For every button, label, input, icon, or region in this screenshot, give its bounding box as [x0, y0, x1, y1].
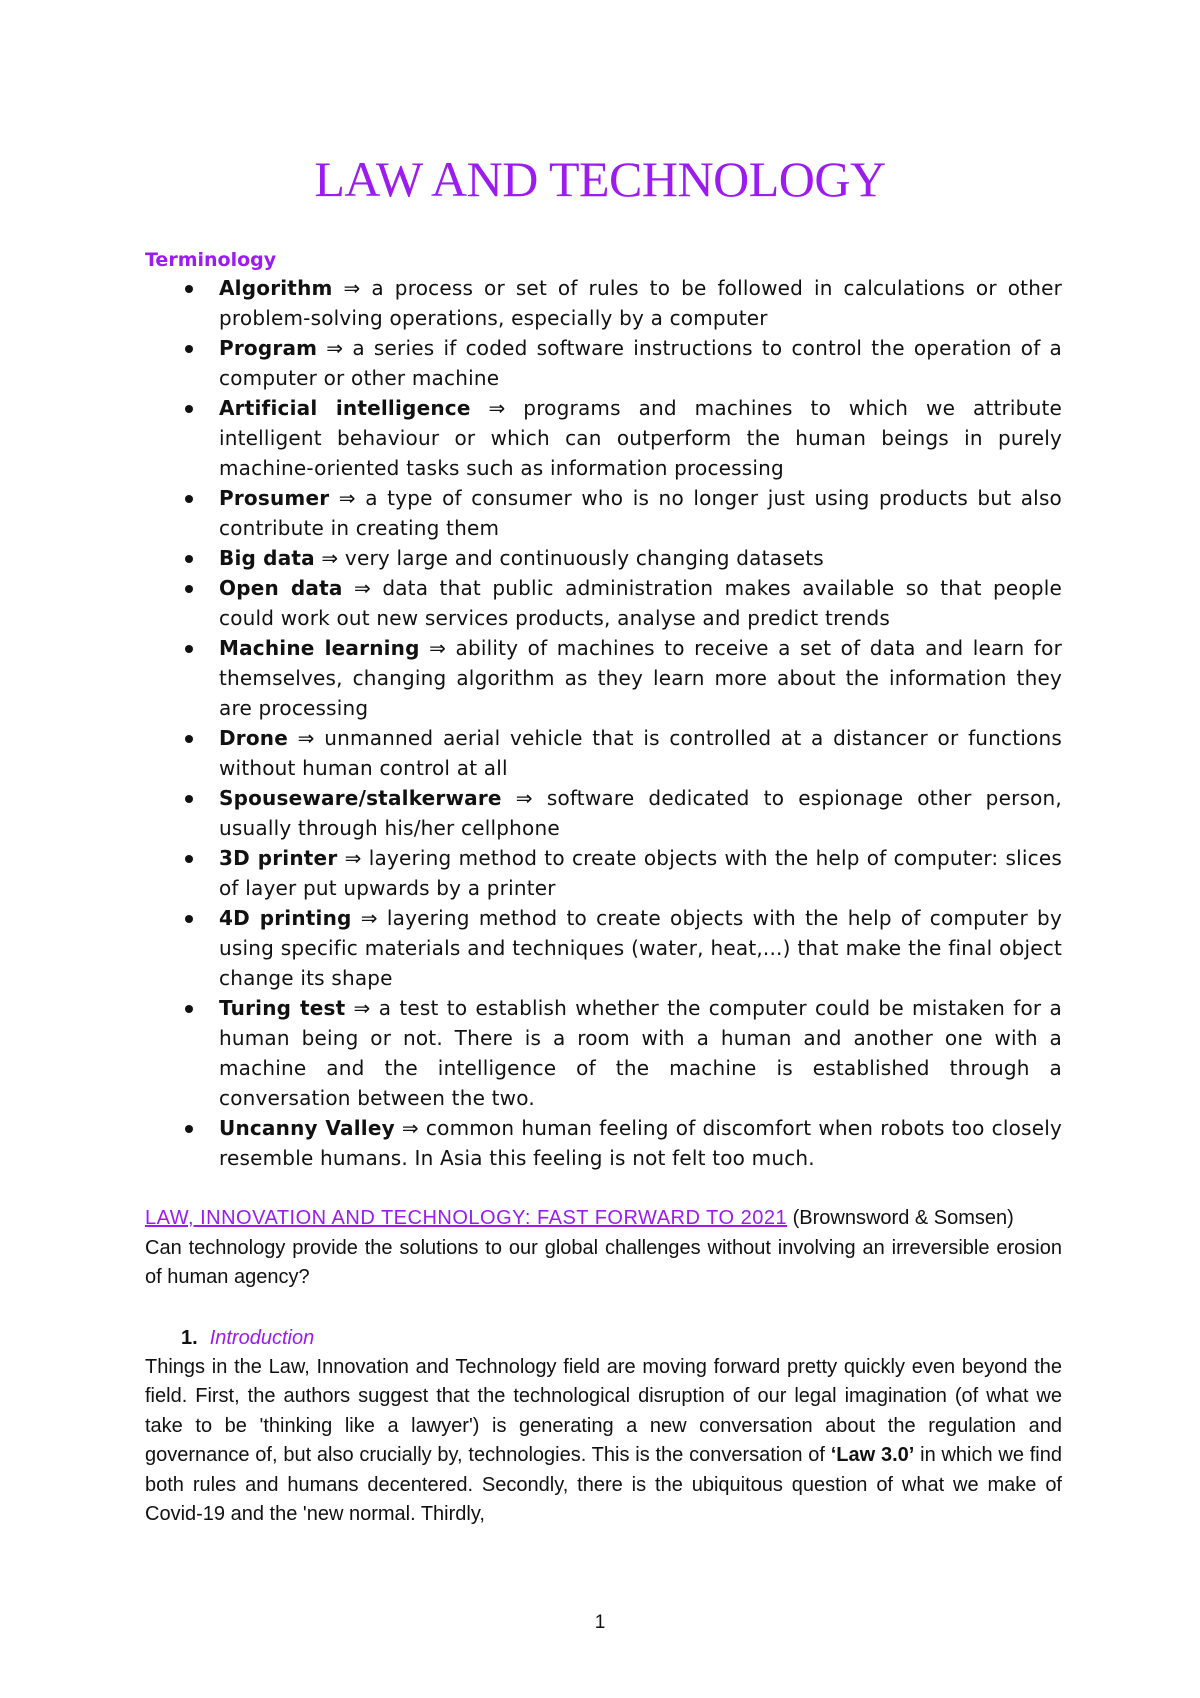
term-name: Prosumer — [219, 486, 330, 510]
bullet-icon — [185, 1005, 193, 1013]
term-name: Spouseware/stalkerware — [219, 786, 502, 810]
term-name: 3D printer — [219, 846, 338, 870]
section-number: 1. — [181, 1326, 198, 1349]
term-definition: ⇒ unmanned aerial vehicle that is controlled at a distancer or functions without human control at all — [219, 726, 1062, 780]
term-name: Open data — [219, 576, 343, 600]
term-item — [145, 783, 1062, 843]
article-authors: (Brownsword & Somsen) — [787, 1207, 1014, 1229]
term-item — [145, 573, 1062, 633]
paragraph-text-before: Things in the Law, Innovation and Technology field are moving forward pretty quickly even beyond the field. First, the authors suggest that the technological disruption of our legal imagination (of what we take to be 'thinking like a lawyer') is generating a new conversation about the regulation and governance of, but also crucially by, technologies. This is the conversation of — [145, 1355, 1062, 1466]
term-name: Machine learning — [219, 636, 420, 660]
term-item — [145, 903, 1062, 993]
term-name: Program — [219, 336, 318, 360]
bullet-icon — [185, 645, 193, 653]
section-heading — [145, 1323, 1062, 1353]
term-name: Artificial intelligence — [219, 396, 471, 420]
term-definition: ⇒ programs and machines to which we attribute intelligent behaviour or which can outperform the human beings in purely machine-oriented tasks such as information processing — [219, 396, 1063, 480]
bullet-icon — [185, 915, 193, 923]
term-definition: ⇒ layering method to create objects with the help of computer by using specific materials and techniques (water, heat,...) that make the final object change its shape — [219, 906, 1062, 990]
article-title-link[interactable]: LAW, INNOVATION AND TECHNOLOGY: FAST FORWARD TO 2021 — [145, 1207, 788, 1229]
term-definition: ⇒ software dedicated to espionage other person, usually through his/her cellphone — [219, 786, 1062, 840]
term-name: Algorithm — [219, 276, 333, 300]
term-item — [145, 843, 1062, 903]
term-item — [145, 333, 1062, 393]
term-item — [145, 633, 1062, 723]
bullet-icon — [185, 585, 193, 593]
term-item — [145, 993, 1062, 1113]
term-name: Drone — [219, 726, 289, 750]
paragraph-text-after: in which we find both rules and humans decentered. Secondly, there is the ubiquitous question of what we make of Covid-19 and the 'new normal. Thirdly, — [145, 1444, 1063, 1525]
term-definition: ⇒ a process or set of rules to be followed in calculations or other problem-solving operations, especially by a computer — [219, 276, 1062, 330]
bullet-icon — [185, 1125, 193, 1133]
term-item — [145, 723, 1062, 783]
term-name: Turing test — [219, 996, 346, 1020]
section-heading-text: Introduction — [209, 1326, 315, 1349]
term-item — [145, 273, 1062, 333]
bullet-icon — [185, 855, 193, 863]
terminology-label: Terminology — [145, 249, 277, 271]
term-item — [145, 483, 1062, 543]
term-item — [145, 1113, 1062, 1173]
term-definition: ⇒ data that public administration makes available so that people could work out new services products, analyse and predict trends — [219, 576, 1062, 630]
bullet-icon — [185, 345, 193, 353]
page-number: 1 — [594, 1612, 606, 1633]
article-question: Can technology provide the solutions to our global challenges without involving an irreversible erosion of human agency? — [145, 1236, 1062, 1288]
terminology-list — [145, 273, 1062, 1173]
term-definition: ⇒ a type of consumer who is no longer just using products but also contribute in creating them — [219, 486, 1062, 540]
section-paragraph — [145, 1353, 1062, 1530]
page-title: LAW AND TECHNOLOGY — [314, 151, 886, 207]
term-definition: ⇒ very large and continuously changing datasets — [314, 546, 824, 570]
term-definition: ⇒ common human feeling of discomfort when robots too closely resemble humans. In Asia this feeling is not felt too much. — [219, 1116, 1062, 1170]
term-definition: ⇒ layering method to create objects with the help of computer: slices of layer put upwards by a printer — [219, 846, 1062, 900]
term-definition: ⇒ a test to establish whether the computer could be mistaken for a human being or not. There is a room with a human and another one with a machine and the intelligence of the machine is established through a conversation between the two. — [219, 996, 1062, 1110]
term-name: Uncanny Valley — [219, 1116, 395, 1140]
term-item — [145, 543, 1062, 573]
article-reference — [145, 1204, 1062, 1234]
bullet-icon — [185, 405, 193, 413]
term-name: 4D printing — [219, 906, 352, 930]
bullet-icon — [185, 795, 193, 803]
term-name: Big data — [219, 546, 315, 570]
page-content — [145, 247, 1062, 1530]
term-definition: ⇒ a series if coded software instructions to control the operation of a computer or other machine — [219, 336, 1062, 390]
paragraph-bold-term: ‘Law 3.0’ — [830, 1444, 915, 1466]
bullet-icon — [185, 285, 193, 293]
term-item — [145, 393, 1062, 483]
bullet-icon — [185, 735, 193, 743]
term-definition: ⇒ ability of machines to receive a set of data and learn for themselves, changing algorithm as they learn more about the information they are processing — [219, 636, 1062, 720]
bullet-icon — [185, 555, 193, 563]
bullet-icon — [185, 495, 193, 503]
